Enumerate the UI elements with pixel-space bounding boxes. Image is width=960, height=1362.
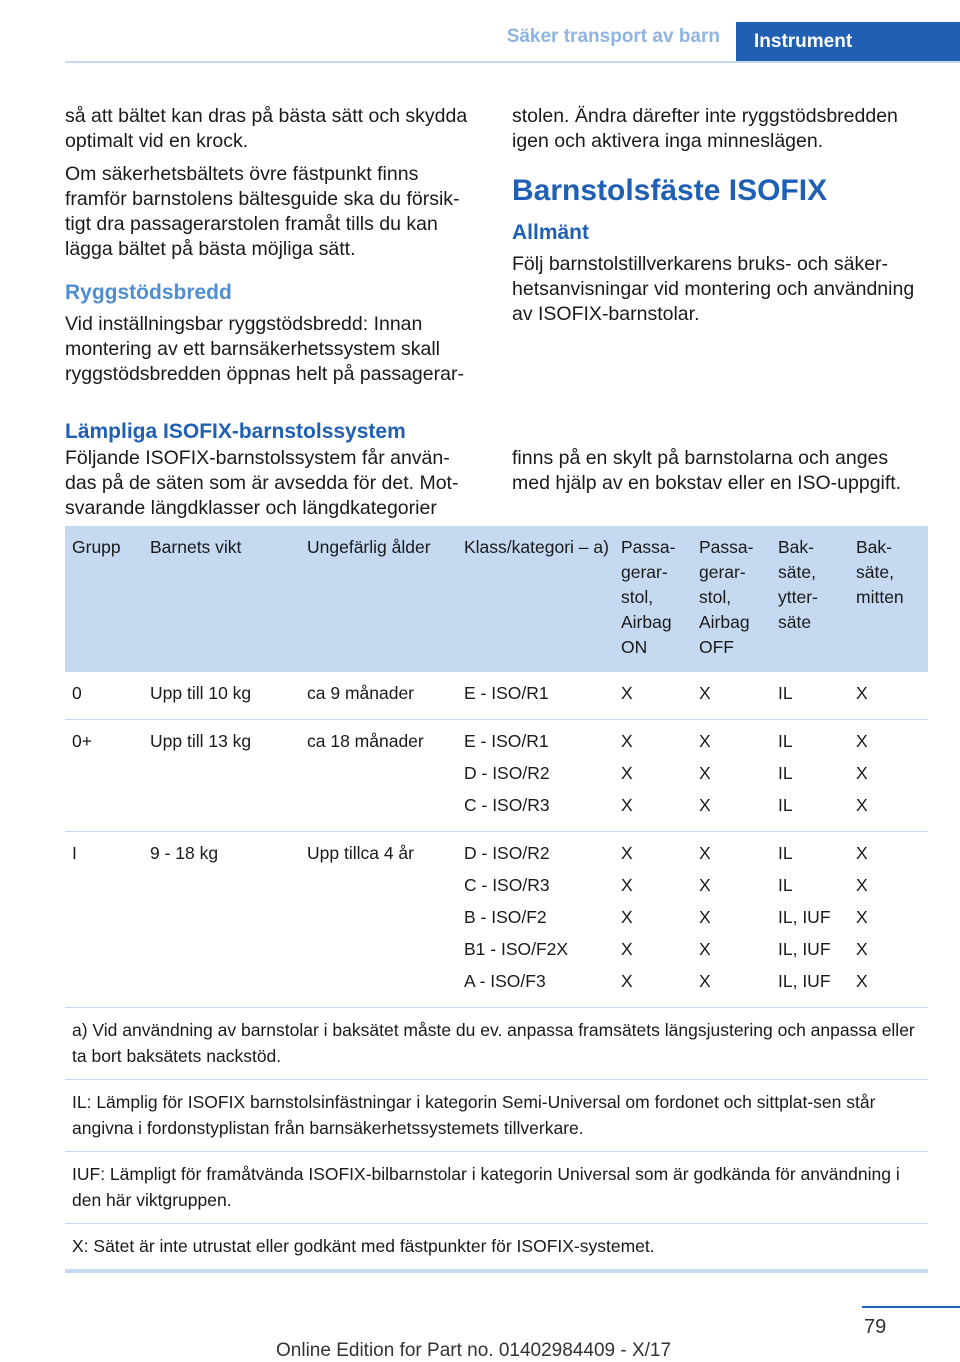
col-header: Grupp	[65, 526, 143, 672]
airbag-off-cell: X	[699, 731, 711, 751]
col-header: Klass/kategori – a)	[457, 526, 614, 672]
page-number-rule	[862, 1306, 960, 1308]
table-note: IL: Lämplig för ISOFIX barnstolsinfästningar i kategorin Semi-Universal om fordonet och sittplat-sen står angivna i fordonstyplistan från barnsäkerhetssystemets tillverkare.	[65, 1080, 928, 1152]
table-row	[65, 832, 928, 1008]
middle-seat-cell: X	[856, 731, 868, 751]
col-header: Passa-gerar-stol, Airbag OFF	[692, 526, 771, 672]
footer-edition: Online Edition for Part no. 01402984409 - X/17	[276, 1340, 672, 1361]
class-cell: C - ISO/R3	[464, 795, 550, 815]
table-note: X: Sätet är inte utrustat eller godkänt med fästpunkter för ISOFIX-systemet.	[65, 1224, 928, 1272]
col-header: Ungefärlig ålder	[300, 526, 457, 672]
right-column	[512, 104, 930, 335]
col-header: Barnets vikt	[143, 526, 300, 672]
class-cell: D - ISO/R2	[464, 763, 550, 783]
airbag-off-cell: X	[699, 763, 711, 783]
group-cell: 0+	[72, 731, 92, 751]
airbag-on-cell: X	[621, 939, 633, 959]
middle-seat-cell: X	[856, 875, 868, 895]
airbag-on-cell: X	[621, 731, 633, 751]
middle-seat-cell: X	[856, 907, 868, 927]
table-note: IUF: Lämpligt för framåtvända ISOFIX-bilbarnstolar i kategorin Universal som är godkända för användning i den här viktgruppen.	[65, 1152, 928, 1224]
table-note: a) Vid användning av barnstolar i baksätet måste du ev. anpassa framsätets längsjustering och anpassa eller ta bort baksätets nackstöd.	[65, 1008, 928, 1080]
paragraph: Om säkerhetsbältets övre fästpunkt finns framför barnstolens bältesguide ska du försik-tigt dra passagerarstolen framåt tills du kan lägga bältet på bästa möjliga sätt.	[65, 163, 460, 260]
class-cell: E - ISO/R1	[464, 731, 549, 751]
middle-seat-cell: X	[856, 971, 868, 991]
outer-seat-cell: IL	[778, 683, 793, 703]
col-header: Bak-säte, mitten	[849, 526, 928, 672]
page-header	[0, 0, 960, 62]
table-note-row	[65, 1008, 928, 1080]
airbag-on-cell: X	[621, 683, 633, 703]
airbag-off-cell: X	[699, 907, 711, 927]
table-row	[65, 672, 928, 720]
airbag-off-cell: X	[699, 939, 711, 959]
airbag-off-cell: X	[699, 843, 711, 863]
group-cell: I	[72, 843, 77, 863]
airbag-on-cell: X	[621, 971, 633, 991]
middle-seat-cell: X	[856, 683, 868, 703]
age-cell: Upp tillca 4 år	[307, 843, 414, 863]
outer-seat-cell: IL	[778, 843, 793, 863]
airbag-off-cell: X	[699, 683, 711, 703]
outer-seat-cell: IL, IUF	[778, 939, 831, 959]
table-header-row	[65, 526, 928, 672]
header-rule	[65, 61, 960, 63]
class-cell: E - ISO/R1	[464, 683, 549, 703]
weight-cell: Upp till 13 kg	[150, 731, 252, 751]
weight-cell: Upp till 10 kg	[150, 683, 252, 703]
airbag-on-cell: X	[621, 875, 633, 895]
class-cell: A - ISO/F3	[464, 971, 546, 991]
page-number: 79	[864, 1316, 887, 1338]
airbag-on-cell: X	[621, 795, 633, 815]
heading-isofix: Barnstolsfäste ISOFIX	[512, 174, 828, 207]
middle-seat-cell: X	[856, 763, 868, 783]
left-column	[65, 104, 480, 395]
paragraph: stolen. Ändra därefter inte ryggstödsbredden igen och aktivera inga minneslägen.	[512, 105, 898, 152]
table-row	[65, 720, 928, 832]
heading-ryggstodsbredd: Ryggstödsbredd	[65, 281, 232, 304]
outer-seat-cell: IL, IUF	[778, 907, 831, 927]
section-title: Lämpliga ISOFIX-barnstolssystem	[65, 420, 406, 443]
outer-seat-cell: IL, IUF	[778, 971, 831, 991]
group-cell: 0	[72, 683, 82, 703]
age-cell: ca 18 månader	[307, 731, 424, 751]
isofix-table	[65, 526, 928, 1273]
table-intro-left: Följande ISOFIX-barnstolssystem får använ-das på de säten som är avsedda för det. Mot-svarande längdklasser och längdkategorier	[65, 447, 459, 519]
airbag-off-cell: X	[699, 875, 711, 895]
paragraph: så att bältet kan dras på bästa sätt och skydda optimalt vid en krock.	[65, 105, 468, 152]
table-note-row	[65, 1080, 928, 1152]
airbag-on-cell: X	[621, 907, 633, 927]
middle-seat-cell: X	[856, 843, 868, 863]
middle-seat-cell: X	[856, 795, 868, 815]
weight-cell: 9 - 18 kg	[150, 843, 219, 863]
table-intro-right: finns på en skylt på barnstolarna och anges med hjälp av en bokstav eller en ISO-uppgift.	[512, 447, 902, 494]
header-chapter-tab: Instrument	[736, 22, 960, 62]
table-note-row	[65, 1224, 928, 1272]
paragraph: Följ barnstolstillverkarens bruks- och säker-hetsanvisningar vid montering och användning av ISOFIX-barnstolar.	[512, 253, 915, 325]
airbag-off-cell: X	[699, 971, 711, 991]
heading-allmant: Allmänt	[512, 221, 590, 244]
outer-seat-cell: IL	[778, 763, 793, 783]
outer-seat-cell: IL	[778, 875, 793, 895]
col-header: Bak-säte, ytter-säte	[771, 526, 849, 672]
airbag-on-cell: X	[621, 843, 633, 863]
class-cell: B - ISO/F2	[464, 907, 547, 927]
class-cell: B1 - ISO/F2X	[464, 939, 569, 959]
col-header: Passa-gerar-stol, Airbag ON	[614, 526, 692, 672]
airbag-off-cell: X	[699, 795, 711, 815]
middle-seat-cell: X	[856, 939, 868, 959]
paragraph: Vid inställningsbar ryggstödsbredd: Innan montering av ett barnsäkerhetssystem skall ryggstödsbredden öppnas helt på passagerar-	[65, 313, 464, 385]
header-section-title: Säker transport av barn	[506, 26, 720, 47]
airbag-on-cell: X	[621, 763, 633, 783]
class-cell: C - ISO/R3	[464, 875, 550, 895]
outer-seat-cell: IL	[778, 795, 793, 815]
class-cell: D - ISO/R2	[464, 843, 550, 863]
outer-seat-cell: IL	[778, 731, 793, 751]
table-note-row	[65, 1152, 928, 1224]
age-cell: ca 9 månader	[307, 683, 415, 703]
